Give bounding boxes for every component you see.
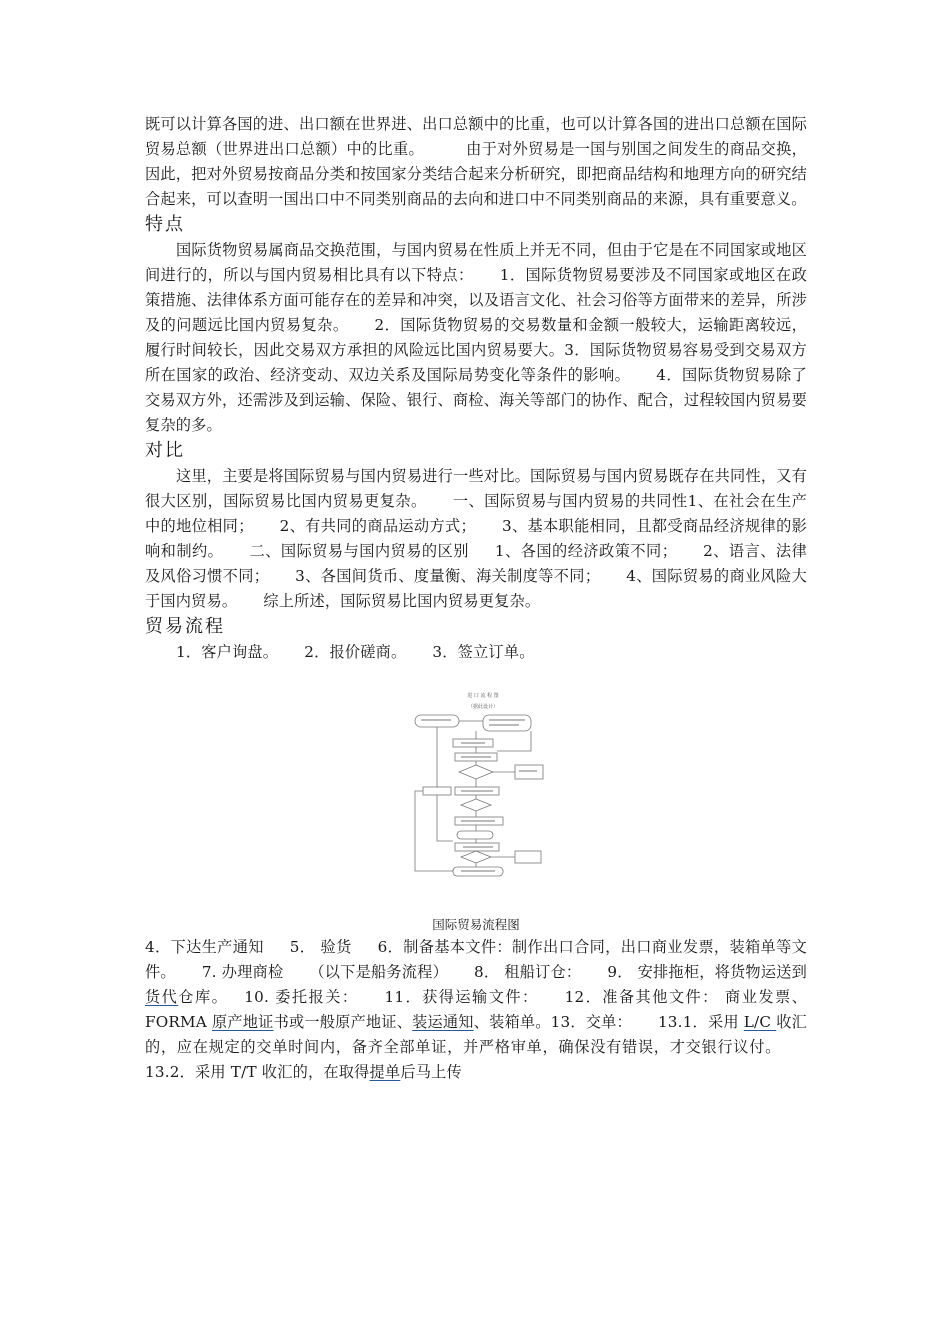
- compare-common-heading: 一、国际贸易与国内贸易的共同性: [452, 492, 688, 510]
- process-step-10: 10. 委托报关：: [244, 988, 359, 1006]
- compare-common-1: 1、在社会在生产中的地位相同；: [145, 492, 807, 535]
- compare-intro: 这里，主要是将国际贸易与国内贸易进行一些对比。国际贸易与国内贸易既存在共同性，又有很大区别，国际贸易比国内贸易更复杂。: [145, 467, 807, 510]
- process-step-12-mid: 书或一般原产地证、: [273, 1013, 413, 1031]
- process-step-6: 6．制备基本文件：制作出口合同，出口商业发票，装箱单等文件。: [145, 938, 808, 981]
- compare-diff-4: 4、国际贸易的商业风险大于国内贸易。: [145, 567, 807, 610]
- link-shipping-advice[interactable]: 装运通知: [412, 1013, 474, 1031]
- shipping-process-note: （以下是船务流程）: [309, 963, 448, 981]
- section-heading-features: 特点: [145, 214, 185, 235]
- section-heading-compare: 对比: [145, 440, 185, 461]
- process-step-5: 5． 验货: [289, 938, 352, 956]
- compare-diff-2: 2、语言、法律及风俗习惯不同；: [145, 542, 807, 585]
- flowchart-figure: [145, 671, 807, 903]
- process-step-12-end: 、装箱单。: [473, 1013, 551, 1031]
- section-heading-process: 贸易流程: [145, 616, 225, 637]
- process-step-3: 3．签立订单。: [432, 643, 535, 661]
- compare-common-3: 3、基本职能相同，且都受商品经济规律的影响和制约。: [145, 517, 808, 560]
- flow-node: [423, 787, 451, 795]
- process-step-8: 8． 租船订仓：: [473, 963, 582, 981]
- flowchart-subtitle: （据此设计）: [467, 704, 499, 710]
- features-paragraph: [145, 238, 807, 438]
- link-bill-of-lading[interactable]: 提单: [369, 1063, 401, 1081]
- flow-decision: [461, 851, 491, 863]
- process-step-9: 9． 安排拖柜，将货物运送到: [607, 963, 808, 981]
- intro-text-a: 既可以计算各国的进、出口额在世界进、出口总额中的比重，也可以计算各国的进出口总额在国际贸易总额（世界进出口总额）中的比重。: [145, 115, 807, 158]
- process-step-12: 12．准备其他文件： 商业发票、FORMA: [145, 988, 808, 1031]
- compare-diff-heading: 二、国际贸易与国内贸易的区别: [249, 542, 469, 560]
- process-step-4: 4．下达生产通知: [145, 938, 264, 956]
- intro-paragraph: [145, 112, 807, 212]
- link-certificate-of-origin[interactable]: 原产地证: [211, 1013, 274, 1031]
- flow-decision: [459, 765, 493, 779]
- compare-conclusion: 综上所述，国际贸易比国内贸易更复杂。: [263, 592, 541, 610]
- flow-decision: [461, 799, 491, 811]
- process-step-7: 7. 办理商检: [201, 963, 284, 981]
- feature-item-1: 1．国际货物贸易要涉及不同国家或地区在政策措施、法律体系方面可能存在的差异和冲突，以及语言文化、社会习俗等方面带来的差异，所涉及的问题远比国内贸易复杂。: [145, 266, 807, 334]
- process-detail-paragraph: [145, 935, 807, 1085]
- intro-text-b: 由于对外贸易是一国与别国之间发生的商品交换，因此，把对外贸易按商品分类和按国家分类结合起来分析研究，即把商品结构和地理方向的研究结合起来，可以查明一国出口中不同类别商品的去向和进口中不同类别商品的来源，具有重要意义。: [145, 140, 807, 208]
- compare-paragraph: [145, 464, 807, 614]
- process-steps-line: [145, 640, 807, 665]
- link-freight-forwarder[interactable]: 货代: [145, 988, 179, 1006]
- flow-node-side: [515, 851, 541, 863]
- process-step-9-end: 仓库。: [178, 988, 229, 1006]
- flow-node: [457, 831, 493, 839]
- process-step-13-2-text: 后马上传: [400, 1063, 462, 1081]
- process-step-11: 11．获得运输文件：: [384, 988, 539, 1006]
- compare-diff-1: 1、各国的经济政策不同；: [494, 542, 678, 560]
- process-step-13: 13．交单：: [550, 1013, 632, 1031]
- document-page: [145, 112, 807, 1085]
- process-step-2: 2．报价磋商。: [304, 643, 407, 661]
- compare-common-2: 2、有共同的商品运动方式；: [279, 517, 476, 535]
- feature-item-3: 3．国际货物贸易容易受到交易双方所在国家的政治、经济变动、双边关系及国际局势变化等条件的影响。: [145, 341, 807, 384]
- flow-node-inquiry: [483, 715, 531, 731]
- features-intro: 国际货物贸易属商品交换范围，与国内贸易在性质上并无不同，但由于它是在不同国家或地区间进行的，所以与国内贸易相比具有以下特点：: [145, 241, 807, 284]
- link-letter-of-credit[interactable]: L/C: [743, 1013, 777, 1031]
- flowchart-image: [413, 691, 553, 879]
- flowchart-title: 进 口 流 程 图: [467, 693, 499, 699]
- process-step-1: 1．客户询盘。: [176, 643, 279, 661]
- feature-item-2: 2．国际货物贸易的交易数量和金额一般较大，运输距离较远，履行时间较长，因此交易双方承担的风险远比国内贸易要大。: [145, 316, 807, 359]
- feature-item-4: 4．国际货物贸易除了交易双方外，还需涉及到运输、保险、银行、商检、海关等部门的协作、配合，过程较国内贸易要复杂的多。: [145, 366, 807, 434]
- process-step-13-1: 13.1．采用: [657, 1013, 744, 1031]
- figure-caption: 国际贸易流程图: [432, 917, 520, 932]
- process-step-13-2: 13.2．采用 T/T 收汇的，在取得: [145, 1063, 370, 1081]
- compare-diff-3: 3、各国间货币、度量衡、海关制度等不同；: [295, 567, 601, 585]
- process-step-13-1-text: 收汇的，应在规定的交单时间内，备齐全部单证，并严格审单，确保没有错误，才交银行议付。: [145, 1013, 808, 1056]
